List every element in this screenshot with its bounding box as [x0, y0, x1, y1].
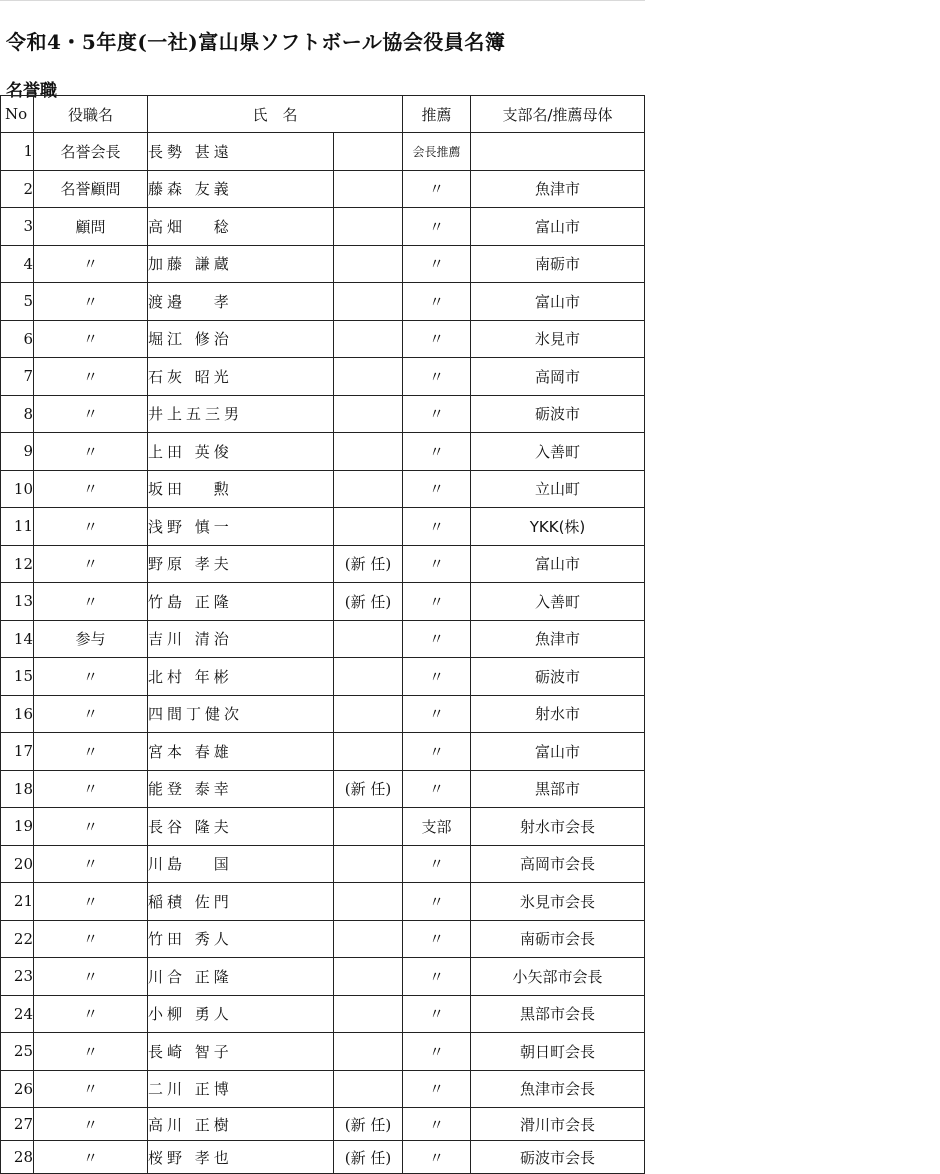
table-header-row [1, 96, 645, 133]
row-name: 稲積 佐門 [148, 883, 334, 921]
row-number: 21 [1, 883, 34, 921]
row-name: 長谷 隆夫 [148, 808, 334, 846]
row-role: 〃 [34, 320, 148, 358]
row-branch: 砺波市 [471, 395, 645, 433]
row-branch: 富山市 [471, 733, 645, 771]
row-branch: 黒部市会長 [471, 995, 645, 1033]
row-branch: 氷見市 [471, 320, 645, 358]
row-recommend: 〃 [403, 733, 471, 771]
table-row [1, 245, 645, 283]
row-recommend: 〃 [403, 883, 471, 921]
row-branch: 入善町 [471, 583, 645, 621]
section-title: 名誉職 [6, 81, 57, 101]
row-number: 19 [1, 808, 34, 846]
row-note [334, 508, 403, 546]
row-role: 〃 [34, 433, 148, 471]
table-row [1, 470, 645, 508]
row-name: 堀江 修治 [148, 320, 334, 358]
row-number: 6 [1, 320, 34, 358]
table-row [1, 358, 645, 396]
table-row [1, 883, 645, 921]
table-row [1, 695, 645, 733]
row-note [334, 1070, 403, 1108]
table-row [1, 133, 645, 171]
row-role: 〃 [34, 658, 148, 696]
row-role: 〃 [34, 920, 148, 958]
row-role: 参与 [34, 620, 148, 658]
row-role: 〃 [34, 1070, 148, 1108]
row-note [334, 245, 403, 283]
row-name: 高川 正樹 [148, 1108, 334, 1141]
row-branch: 富山市 [471, 208, 645, 246]
row-name: 長崎 智子 [148, 1033, 334, 1071]
row-branch: 富山市 [471, 545, 645, 583]
row-name: 吉川 清治 [148, 620, 334, 658]
table-row [1, 808, 645, 846]
row-role: 〃 [34, 1033, 148, 1071]
row-role: 〃 [34, 883, 148, 921]
row-note [334, 208, 403, 246]
row-recommend: 支部 [403, 808, 471, 846]
table-body [1, 133, 645, 1174]
row-name: 井上五三男 [148, 395, 334, 433]
row-role: 〃 [34, 245, 148, 283]
table-row [1, 320, 645, 358]
row-recommend: 〃 [403, 920, 471, 958]
row-note [334, 283, 403, 321]
row-branch: 氷見市会長 [471, 883, 645, 921]
header-role: 役職名 [34, 96, 148, 133]
row-name: 宮本 春雄 [148, 733, 334, 771]
row-branch: 魚津市 [471, 170, 645, 208]
row-number: 18 [1, 770, 34, 808]
row-number: 26 [1, 1070, 34, 1108]
table-row [1, 658, 645, 696]
row-number: 15 [1, 658, 34, 696]
row-note [334, 883, 403, 921]
row-number: 5 [1, 283, 34, 321]
row-name: 渡邉 孝 [148, 283, 334, 321]
row-number: 3 [1, 208, 34, 246]
header-branch: 支部名/推薦母体 [471, 96, 645, 133]
row-number: 24 [1, 995, 34, 1033]
row-role: 〃 [34, 545, 148, 583]
row-name: 川合 正隆 [148, 958, 334, 996]
row-name: 四間丁健次 [148, 695, 334, 733]
row-branch: 射水市 [471, 695, 645, 733]
row-name: 浅野 慎一 [148, 508, 334, 546]
row-role: 〃 [34, 733, 148, 771]
row-branch: 砺波市会長 [471, 1141, 645, 1174]
row-name: 能登 泰幸 [148, 770, 334, 808]
row-name: 加藤 謙蔵 [148, 245, 334, 283]
row-number: 4 [1, 245, 34, 283]
row-branch: 朝日町会長 [471, 1033, 645, 1071]
row-name: 竹島 正隆 [148, 583, 334, 621]
row-recommend: 会長推薦 [403, 133, 471, 171]
row-note [334, 170, 403, 208]
table-row [1, 845, 645, 883]
row-recommend: 〃 [403, 320, 471, 358]
table-row [1, 995, 645, 1033]
row-number: 11 [1, 508, 34, 546]
row-role: 〃 [34, 283, 148, 321]
row-number: 8 [1, 395, 34, 433]
row-branch: 黒部市 [471, 770, 645, 808]
row-name: 上田 英俊 [148, 433, 334, 471]
row-branch: 南砺市会長 [471, 920, 645, 958]
row-recommend: 〃 [403, 658, 471, 696]
row-recommend: 〃 [403, 283, 471, 321]
row-recommend: 〃 [403, 1141, 471, 1174]
row-role: 〃 [34, 808, 148, 846]
row-note [334, 620, 403, 658]
row-note: (新 任) [334, 770, 403, 808]
row-note [334, 433, 403, 471]
table-row [1, 1141, 645, 1174]
row-branch: 立山町 [471, 470, 645, 508]
row-recommend: 〃 [403, 1070, 471, 1108]
table-row [1, 283, 645, 321]
row-recommend: 〃 [403, 545, 471, 583]
row-note [334, 920, 403, 958]
row-name: 桜野 孝也 [148, 1141, 334, 1174]
row-name: 竹田 秀人 [148, 920, 334, 958]
row-role: 〃 [34, 770, 148, 808]
row-name: 二川 正博 [148, 1070, 334, 1108]
table-row [1, 395, 645, 433]
row-number: 13 [1, 583, 34, 621]
table-row [1, 208, 645, 246]
row-branch: 魚津市 [471, 620, 645, 658]
table-row [1, 620, 645, 658]
row-note: (新 任) [334, 545, 403, 583]
header-recommend: 推薦 [403, 96, 471, 133]
row-note [334, 733, 403, 771]
table-row [1, 433, 645, 471]
row-number: 22 [1, 920, 34, 958]
table-row [1, 1070, 645, 1108]
table-row [1, 170, 645, 208]
row-branch: 小矢部市会長 [471, 958, 645, 996]
header-name: 氏 名 [148, 96, 403, 133]
row-branch: 滑川市会長 [471, 1108, 645, 1141]
row-role: 〃 [34, 395, 148, 433]
row-note [334, 358, 403, 396]
row-branch: 南砺市 [471, 245, 645, 283]
header-no: No [1, 96, 34, 133]
row-recommend: 〃 [403, 770, 471, 808]
table-row [1, 770, 645, 808]
table-row [1, 958, 645, 996]
row-note [334, 1033, 403, 1071]
row-name: 川島 国 [148, 845, 334, 883]
row-recommend: 〃 [403, 583, 471, 621]
row-number: 16 [1, 695, 34, 733]
row-note [334, 470, 403, 508]
row-number: 12 [1, 545, 34, 583]
row-note [334, 320, 403, 358]
row-branch: 砺波市 [471, 658, 645, 696]
row-branch: 射水市会長 [471, 808, 645, 846]
row-role: 〃 [34, 845, 148, 883]
row-recommend: 〃 [403, 170, 471, 208]
row-number: 1 [1, 133, 34, 171]
row-note [334, 658, 403, 696]
row-number: 23 [1, 958, 34, 996]
table-row [1, 545, 645, 583]
row-branch: 魚津市会長 [471, 1070, 645, 1108]
row-role: 顧問 [34, 208, 148, 246]
row-name: 石灰 昭光 [148, 358, 334, 396]
row-name: 坂田 勲 [148, 470, 334, 508]
row-branch: 高岡市会長 [471, 845, 645, 883]
row-number: 17 [1, 733, 34, 771]
row-recommend: 〃 [403, 620, 471, 658]
row-role: 〃 [34, 508, 148, 546]
row-branch [471, 133, 645, 171]
row-role: 〃 [34, 470, 148, 508]
row-recommend: 〃 [403, 995, 471, 1033]
row-number: 27 [1, 1108, 34, 1141]
row-note [334, 995, 403, 1033]
row-note [334, 808, 403, 846]
row-number: 2 [1, 170, 34, 208]
table-row [1, 583, 645, 621]
row-number: 28 [1, 1141, 34, 1174]
row-recommend: 〃 [403, 245, 471, 283]
row-recommend: 〃 [403, 508, 471, 546]
row-number: 14 [1, 620, 34, 658]
row-branch: YKK(株) [471, 508, 645, 546]
row-note [334, 958, 403, 996]
table-row [1, 733, 645, 771]
row-name: 野原 孝夫 [148, 545, 334, 583]
row-recommend: 〃 [403, 1033, 471, 1071]
table-row [1, 1033, 645, 1071]
row-name: 小柳 勇人 [148, 995, 334, 1033]
row-recommend: 〃 [403, 395, 471, 433]
row-name: 藤森 友義 [148, 170, 334, 208]
row-role: 〃 [34, 358, 148, 396]
row-role: 名誉顧問 [34, 170, 148, 208]
row-recommend: 〃 [403, 958, 471, 996]
row-name: 長勢 甚遠 [148, 133, 334, 171]
row-recommend: 〃 [403, 695, 471, 733]
row-note: (新 任) [334, 1141, 403, 1174]
row-note: (新 任) [334, 583, 403, 621]
row-number: 20 [1, 845, 34, 883]
row-note [334, 395, 403, 433]
row-recommend: 〃 [403, 208, 471, 246]
row-branch: 入善町 [471, 433, 645, 471]
row-note [334, 695, 403, 733]
row-recommend: 〃 [403, 470, 471, 508]
row-number: 9 [1, 433, 34, 471]
row-recommend: 〃 [403, 433, 471, 471]
row-recommend: 〃 [403, 358, 471, 396]
document-title: 令和4・5年度(一社)富山県ソフトボール協会役員名簿 [6, 30, 506, 54]
row-role: 〃 [34, 1108, 148, 1141]
top-rule [0, 0, 645, 1]
table-row [1, 508, 645, 546]
row-note [334, 845, 403, 883]
row-role: 〃 [34, 695, 148, 733]
row-role: 〃 [34, 583, 148, 621]
row-branch: 高岡市 [471, 358, 645, 396]
row-role: 〃 [34, 995, 148, 1033]
row-note: (新 任) [334, 1108, 403, 1141]
row-note [334, 133, 403, 171]
table-row [1, 1108, 645, 1141]
row-name: 高畑 稔 [148, 208, 334, 246]
row-recommend: 〃 [403, 1108, 471, 1141]
table-row [1, 920, 645, 958]
row-role: 〃 [34, 1141, 148, 1174]
officer-roster-table [0, 95, 645, 1174]
row-role: 〃 [34, 958, 148, 996]
row-role: 名誉会長 [34, 133, 148, 171]
row-branch: 富山市 [471, 283, 645, 321]
row-number: 10 [1, 470, 34, 508]
row-number: 25 [1, 1033, 34, 1071]
row-number: 7 [1, 358, 34, 396]
row-recommend: 〃 [403, 845, 471, 883]
row-name: 北村 年彬 [148, 658, 334, 696]
